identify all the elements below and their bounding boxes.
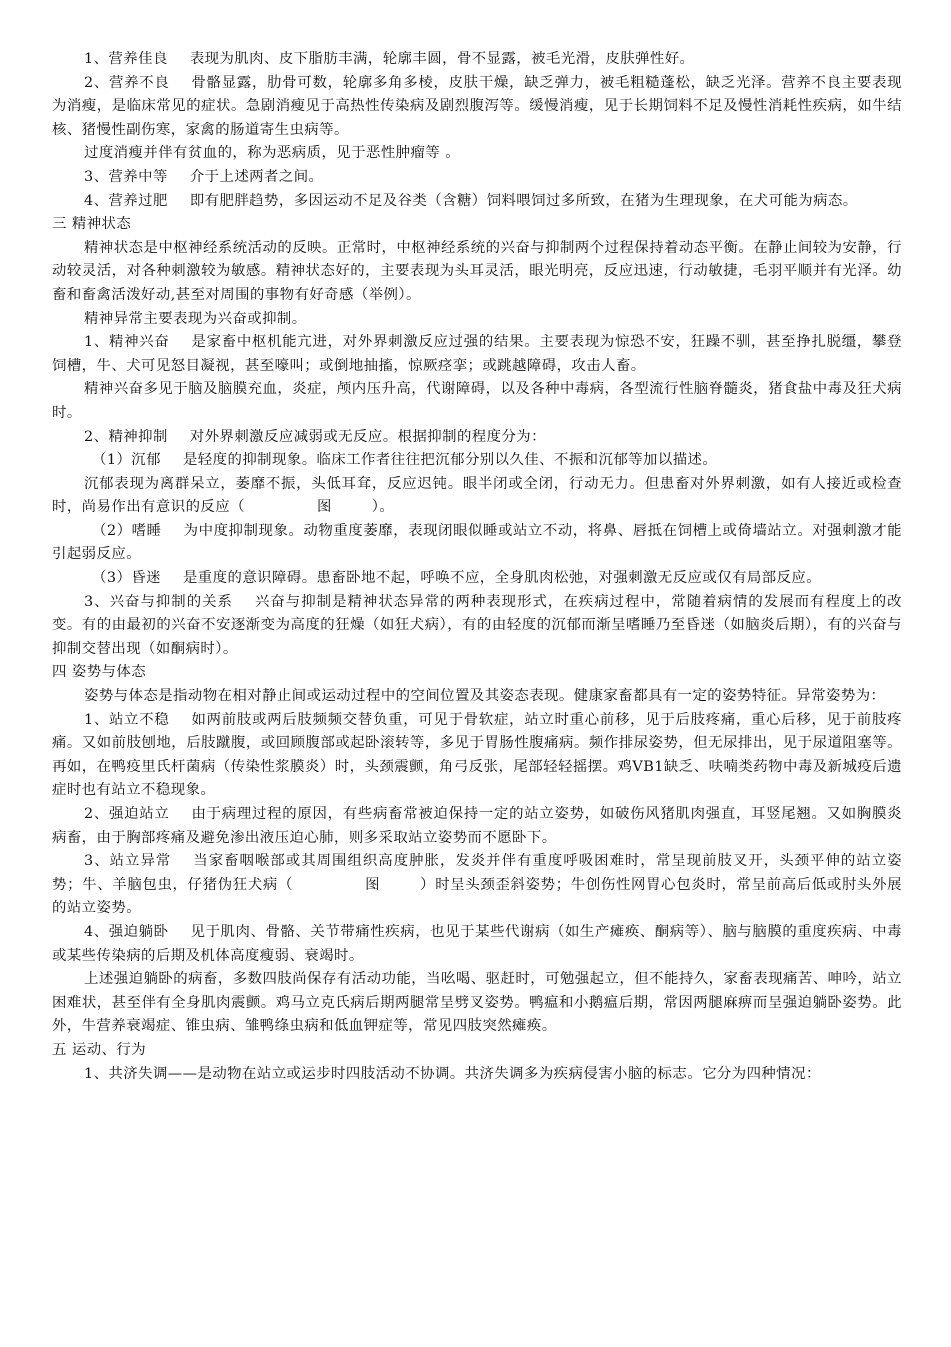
paragraph-term: 4、营养过肥 xyxy=(84,192,168,209)
paragraph xyxy=(52,237,902,308)
paragraph-term: 1、营养佳良 xyxy=(84,51,168,67)
paragraph xyxy=(52,48,902,72)
paragraph xyxy=(52,190,902,214)
paragraph-text: 精神兴奋多见于脑及脑膜充血，炎症，颅内压升高，代谢障碍，以及各种中毒病，各型流行性脑脊髓炎，猪食盐中毒及狂犬病时。 xyxy=(52,381,902,421)
section-heading: 四 姿势与体态 xyxy=(52,664,147,681)
paragraph-text: 精神异常主要表现为兴奋或抑制。 xyxy=(84,310,307,327)
paragraph xyxy=(52,426,902,450)
paragraph xyxy=(52,567,902,591)
paragraph-text: ）时呈头颈歪斜姿势；牛创伤性网胃心包炎时，常呈前高后低或肘头外展的站立姿势。 xyxy=(52,876,903,917)
paragraph-term: （3）昏迷 xyxy=(92,570,161,587)
paragraph-text: 骨骼显露，肋骨可数，轮廓多角多棱，皮肤干燥，缺乏弹力，被毛粗糙蓬松，缺乏光泽。营养不良主要表现为消瘦，是临床常见的症状。急剧消瘦见于高热性传染病及剧烈腹泻等。缓慢消瘦，见于长期饲料不足及慢性消耗性疾病，如牛结核、猪慢性副伤寒，家禽的肠道寄生虫病等。 xyxy=(52,74,903,138)
paragraph-text: 是家畜中枢机能亢进，对外界刺激反应过强的结果。主要表现为惊恐不安，狂躁不驯，甚至挣扎脱缰，攀登饲槽，牛、犬可见怒目凝视，甚至嚎叫；或倒地抽搐，惊厥痉挛；或跳越障碍，攻击人畜。 xyxy=(52,334,903,374)
paragraph xyxy=(52,709,902,803)
paragraph xyxy=(52,331,902,378)
paragraph xyxy=(52,520,902,567)
figure-reference: 图 xyxy=(316,499,332,516)
paragraph-text: 如两前肢或两后肢频频交替负重，可见于骨软症，站立时重心前移，见于后肢疼痛，重心后移，见于前肢疼痛。又如前肢刨地，后肢蹴腹，或回顾腹部或起卧滚转等，多见于胃肠性腹痛病。频作排尿姿势，但无尿排出，见于尿道阻塞等。再如，在鸭疫里氏杆菌病（传染性浆膜炎）时，头颈震颤，角弓反张，尾部轻轻摇摆。鸡VB1缺乏、呋喃类药物中毒及新城疫后遗症时也有站立不稳现象。 xyxy=(52,711,903,799)
paragraph xyxy=(52,378,902,425)
paragraph-text: 当家畜咽喉部或其周围组织高度肿胀，发炎并伴有重度呼吸困难时，常呈现前肢叉开，头颈平伸的站立姿势；牛、羊脑包虫，仔猪伪狂犬病（ xyxy=(52,853,902,893)
paragraph-term: 4、强迫躺卧 xyxy=(84,923,169,940)
paragraph xyxy=(52,72,902,143)
paragraph-text: 见于肌肉、骨骼、关节带痛性疾病，也见于某些代谢病（如生产瘫痪、酮病等）、脑与脑膜的重度疾病、中毒或某些传染病的后期及机体高度瘦弱、衰竭时。 xyxy=(52,923,902,964)
paragraph xyxy=(52,166,902,190)
paragraph-term: 2、精神抑制 xyxy=(84,428,168,445)
paragraph-text: 姿势与体态是指动物在相对静止间或运动过程中的空间位置及其姿态表现。健康家畜都具有一定的姿势特征。异常姿势为： xyxy=(84,688,886,705)
paragraph-text: 兴奋与抑制是精神状态异常的两种表现形式，在疾病过程中，常随着病情的发展而有程度上的改变。有的由最初的兴奋不安逐渐变为高度的狂燥（如狂犬病），有的由轻度的沉郁而渐呈嗜睡乃至昏迷（如脑炎后期），有的兴奋与抑制交替出现（如酮病时）。 xyxy=(52,593,902,657)
paragraph-text: 1、共济失调——是动物在站立或运步时四肢活动不协调。共济失调多为疾病侵害小脑的标志。它分为四种情况： xyxy=(84,1065,821,1082)
figure-reference: 图 xyxy=(365,876,380,893)
paragraph-term: 3、营养中等 xyxy=(84,168,168,185)
paragraph xyxy=(52,850,902,921)
paragraph-text: 为中度抑制现象。动物重度萎靡，表现闭眼似睡或站立不动，将鼻、唇抵在饲槽上或倚墙站立。对强刺激才能引起弱反应。 xyxy=(52,522,903,563)
paragraph-term: 3、兴奋与抑制的关系 xyxy=(84,593,233,610)
paragraph-term: （2）嗜睡 xyxy=(92,522,162,539)
paragraph-text: 精神状态是中枢神经系统活动的反映。正常时，中枢神经系统的兴奋与抑制两个过程保持着动态平衡。在静止间较为安静，行动较灵活，对各种刺激较为敏感。精神状态好的，主要表现为头耳灵活，眼光明亮，反应迅速，行动敏捷，毛羽平顺并有光泽。幼畜和畜禽活泼好动,甚至对周围的事物有好奇感（举例）。 xyxy=(52,239,902,303)
paragraph xyxy=(52,921,902,968)
paragraph-term: 2、强迫站立 xyxy=(84,806,170,822)
paragraph-text: 过度消瘦并伴有贫血的，称为恶病质，见于恶性肿瘤等 。 xyxy=(84,145,461,162)
section-heading: 五 运动、行为 xyxy=(52,1041,147,1058)
section-heading: 三 精神状态 xyxy=(52,216,132,233)
paragraph xyxy=(52,685,902,709)
paragraph xyxy=(52,308,902,332)
paragraph-text: ）。 xyxy=(371,499,395,516)
paragraph-term: （1）沉郁 xyxy=(92,452,161,469)
paragraph xyxy=(52,142,902,166)
paragraph-text: 沉郁表现为离群呆立，萎靡不振，头低耳耷，反应迟钝。眼半闭或全闭，行动无力。但患畜对外界刺激，如有人接近或检查时，尚易作出有意识的反应（ xyxy=(52,475,902,516)
paragraph-text: 介于上述两者之间。 xyxy=(189,168,324,185)
paragraph xyxy=(52,1063,902,1087)
paragraph xyxy=(52,803,902,850)
paragraph-term: 1、站立不稳 xyxy=(84,711,170,728)
paragraph xyxy=(52,591,902,662)
paragraph-term: 1、精神兴奋 xyxy=(84,334,170,351)
paragraph-text: 由于病理过程的原因，有些病畜常被迫保持一定的站立姿势，如破伤风猪肌肉强直，耳竖尾翘。又如胸膜炎病畜，由于胸部疼痛及避免渗出液压迫心肺，则多采取站立姿势而不愿卧下。 xyxy=(52,806,903,846)
paragraph-text: 是轻度的抑制现象。临床工作者往往把沉郁分别以久佳、不振和沉郁等加以描述。 xyxy=(182,452,718,469)
document-body xyxy=(52,48,902,1086)
paragraph-text: 对外界刺激反应减弱或无反应。根据抑制的程度分为： xyxy=(189,428,546,445)
paragraph xyxy=(52,968,902,1039)
paragraph-term: 3、站立异常 xyxy=(84,853,172,870)
paragraph-text: 是重度的意识障碍。患畜卧地不起，呼唤不应，全身肌肉松弛，对强刺激无反应或仅有局部反应。 xyxy=(182,570,822,587)
paragraph xyxy=(52,449,902,473)
paragraph-term: 2、营养不良 xyxy=(84,74,170,91)
paragraph xyxy=(52,473,902,520)
paragraph-text: 上述强迫躺卧的病畜，多数四肢尚保存有活动功能，当吆喝、驱赶时，可勉强起立，但不能持久，家畜表现痛苦、呻吟，站立困难状，甚至伴有全身肌肉震颤。鸡马立克氏病后期两腿常呈劈叉姿势。鸭瘟和小鹅瘟后期，常因两腿麻痹而呈强迫躺卧姿势。此外，牛营养衰竭症、锥虫病、雏鸭绦虫病和低血钾症等，常见四肢突然瘫痪。 xyxy=(52,971,902,1035)
paragraph-text: 表现为肌肉、皮下脂肪丰满，轮廓丰圆，骨不显露，被毛光滑，皮肤弹性好。 xyxy=(189,51,695,67)
paragraph-text: 即有肥胖趋势，多因运动不足及谷类（含糖）饲料喂饲过多所致，在猪为生理现象，在犬可能为病态。 xyxy=(189,192,858,209)
